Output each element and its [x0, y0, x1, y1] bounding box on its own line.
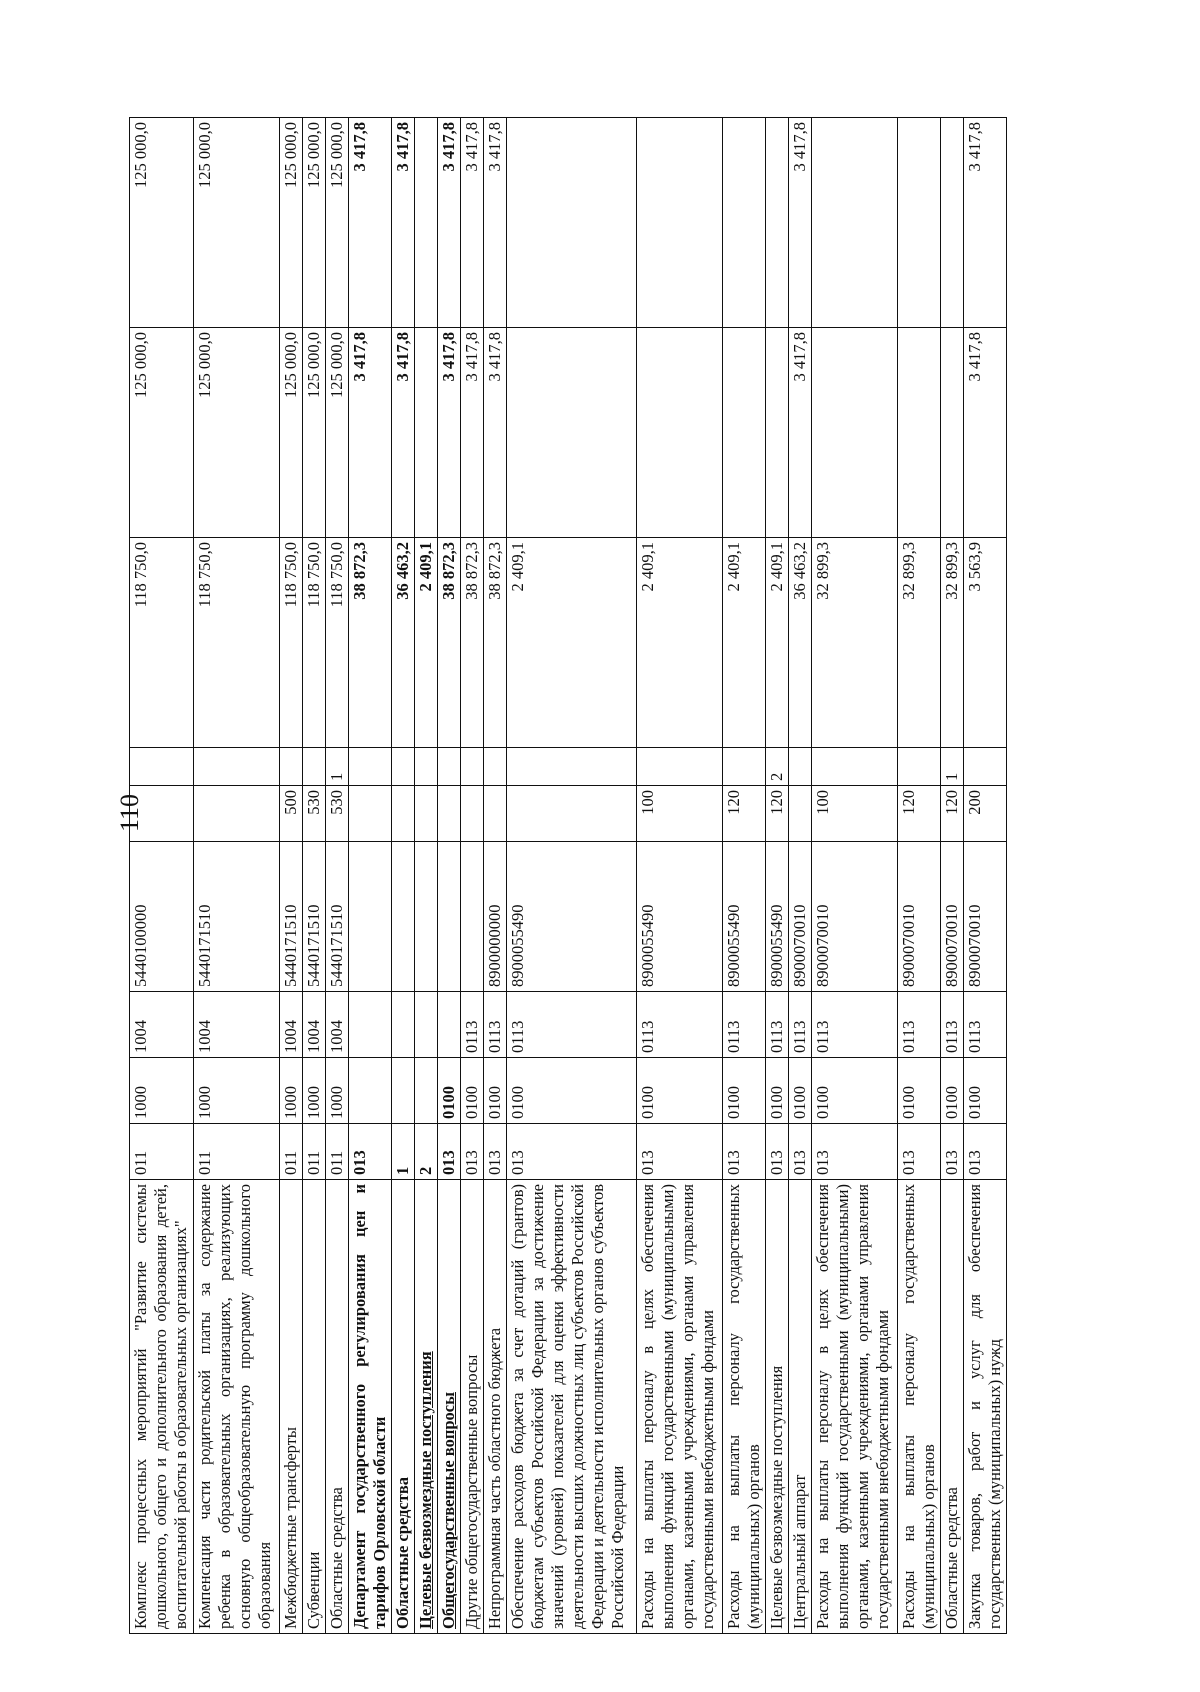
cell-vr: [130, 786, 194, 842]
cell-rz: 0100: [964, 1058, 1007, 1124]
cell-v1: 118 750,0: [303, 538, 326, 748]
cell-grbs: 013: [461, 1124, 484, 1180]
cell-grbs: 013: [438, 1124, 461, 1180]
cell-csr: 5440171510: [194, 842, 280, 992]
cell-vr: [507, 786, 637, 842]
cell-grbs: 013: [723, 1124, 766, 1180]
cell-csr: 8900055490: [766, 842, 789, 992]
cell-extra: [637, 748, 723, 786]
cell-v1: 32 899,3: [941, 538, 964, 748]
cell-rz: 0100: [941, 1058, 964, 1124]
cell-grbs: 013: [812, 1124, 898, 1180]
cell-pr: 0113: [637, 992, 723, 1058]
budget-table: [129, 117, 1007, 1634]
cell-vr: 100: [637, 786, 723, 842]
table-row: [484, 118, 507, 1634]
cell-vr: [194, 786, 280, 842]
cell-name: Центральный аппарат: [789, 1180, 812, 1634]
table-row: [941, 118, 964, 1634]
cell-pr: 0113: [507, 992, 637, 1058]
cell-name: Закупка товаров, работ и услуг для обеспечения государственных (муниципальных) нужд: [964, 1180, 1007, 1634]
cell-v1: 32 899,3: [898, 538, 941, 748]
cell-grbs: 013: [789, 1124, 812, 1180]
cell-rz: 0100: [438, 1058, 461, 1124]
cell-csr: 8900070010: [941, 842, 964, 992]
cell-v1: 36 463,2: [789, 538, 812, 748]
table-body: [130, 118, 1007, 1634]
cell-grbs: 013: [637, 1124, 723, 1180]
cell-pr: 0113: [766, 992, 789, 1058]
cell-v2: 125 000,0: [280, 328, 303, 538]
cell-extra: 2: [766, 748, 789, 786]
cell-v3: 3 417,8: [789, 118, 812, 328]
cell-v1: 36 463,2: [392, 538, 415, 748]
cell-grbs: 013: [349, 1124, 392, 1180]
cell-v1: 118 750,0: [194, 538, 280, 748]
cell-rz: 0100: [898, 1058, 941, 1124]
cell-name: Областные средства: [326, 1180, 349, 1634]
table-row: [303, 118, 326, 1634]
cell-v3: 3 417,8: [392, 118, 415, 328]
cell-csr: 8900070010: [812, 842, 898, 992]
cell-extra: [280, 748, 303, 786]
page-number: 110: [115, 793, 144, 832]
cell-vr: 500: [280, 786, 303, 842]
table-row: [415, 118, 438, 1634]
cell-extra: [789, 748, 812, 786]
cell-v1: 2 409,1: [637, 538, 723, 748]
cell-name: Расходы на выплаты персоналу в целях обеспечения выполнения функций государственными (муниципальными) органами, казенными учреждениями, органами управления государственными внебюджетными фондами: [637, 1180, 723, 1634]
cell-csr: 8900070010: [789, 842, 812, 992]
cell-extra: [392, 748, 415, 786]
table-row: [392, 118, 415, 1634]
cell-pr: 1004: [280, 992, 303, 1058]
cell-name: Межбюджетные трансферты: [280, 1180, 303, 1634]
table-row: [326, 118, 349, 1634]
cell-vr: 530: [303, 786, 326, 842]
cell-csr: 5440171510: [303, 842, 326, 992]
cell-v2: [766, 328, 789, 538]
cell-v3: [812, 118, 898, 328]
cell-v1: 2 409,1: [723, 538, 766, 748]
cell-v2: 125 000,0: [303, 328, 326, 538]
cell-v3: 3 417,8: [349, 118, 392, 328]
cell-v3: 125 000,0: [194, 118, 280, 328]
cell-extra: 1: [941, 748, 964, 786]
cell-extra: [461, 748, 484, 786]
cell-vr: 120: [766, 786, 789, 842]
cell-v2: 3 417,8: [484, 328, 507, 538]
cell-csr: [392, 842, 415, 992]
cell-v3: [415, 118, 438, 328]
cell-vr: [415, 786, 438, 842]
cell-extra: [484, 748, 507, 786]
cell-name: Субвенции: [303, 1180, 326, 1634]
cell-name: Областные средства: [392, 1180, 415, 1634]
table-row: [898, 118, 941, 1634]
cell-csr: 8900055490: [723, 842, 766, 992]
cell-v1: 38 872,3: [438, 538, 461, 748]
cell-v3: 3 417,8: [438, 118, 461, 328]
cell-csr: 5440171510: [326, 842, 349, 992]
cell-grbs: 013: [964, 1124, 1007, 1180]
table-row: [964, 118, 1007, 1634]
cell-pr: 0113: [964, 992, 1007, 1058]
cell-grbs: 011: [280, 1124, 303, 1180]
cell-extra: [812, 748, 898, 786]
cell-v3: [507, 118, 637, 328]
cell-pr: 0113: [723, 992, 766, 1058]
cell-v2: 125 000,0: [326, 328, 349, 538]
table-row: [789, 118, 812, 1634]
cell-name: Общегосударственные вопросы: [438, 1180, 461, 1634]
cell-vr: 120: [941, 786, 964, 842]
cell-name: Комплекс процессных мероприятий "Развитие системы дошкольного, общего и дополнительного образования детей, воспитательной работы в образовательных организациях": [130, 1180, 194, 1634]
table-row: [812, 118, 898, 1634]
cell-vr: 200: [964, 786, 1007, 842]
cell-extra: [415, 748, 438, 786]
cell-v3: [766, 118, 789, 328]
cell-v3: 125 000,0: [326, 118, 349, 328]
cell-v1: 2 409,1: [766, 538, 789, 748]
cell-name: Областные средства: [941, 1180, 964, 1634]
cell-rz: 1000: [194, 1058, 280, 1124]
cell-pr: [349, 992, 392, 1058]
cell-pr: 1004: [326, 992, 349, 1058]
cell-grbs: 011: [130, 1124, 194, 1180]
cell-v3: 125 000,0: [303, 118, 326, 328]
cell-v3: 125 000,0: [130, 118, 194, 328]
cell-name: Расходы на выплаты персоналу государственных (муниципальных) органов: [723, 1180, 766, 1634]
cell-name: Непрограммная часть областного бюджета: [484, 1180, 507, 1634]
cell-rz: 1000: [326, 1058, 349, 1124]
cell-vr: 100: [812, 786, 898, 842]
cell-v3: [723, 118, 766, 328]
cell-csr: 5440171510: [280, 842, 303, 992]
cell-pr: 0113: [484, 992, 507, 1058]
cell-csr: 8900070010: [898, 842, 941, 992]
cell-v1: 118 750,0: [326, 538, 349, 748]
table-row: [723, 118, 766, 1634]
cell-rz: 0100: [507, 1058, 637, 1124]
cell-v2: 3 417,8: [461, 328, 484, 538]
table-row: [194, 118, 280, 1634]
cell-csr: [349, 842, 392, 992]
cell-v2: 3 417,8: [349, 328, 392, 538]
cell-v2: 3 417,8: [789, 328, 812, 538]
cell-v3: 125 000,0: [280, 118, 303, 328]
cell-csr: 8900000000: [484, 842, 507, 992]
cell-grbs: 013: [484, 1124, 507, 1180]
cell-grbs: 2: [415, 1124, 438, 1180]
cell-v2: [637, 328, 723, 538]
cell-rz: 0100: [723, 1058, 766, 1124]
cell-rz: 0100: [789, 1058, 812, 1124]
cell-pr: [392, 992, 415, 1058]
cell-name: Обеспечение расходов бюджета за счет дотаций (грантов) бюджетам субъектов Российской Федерации за достижение значений (уровней) показателей для оценки эффективности деятельности высших должностных лиц субъектов Российской Федерации и деятельности исполнительных органов субъектов Российской Федерации: [507, 1180, 637, 1634]
cell-vr: [789, 786, 812, 842]
cell-grbs: 1: [392, 1124, 415, 1180]
cell-pr: 0113: [898, 992, 941, 1058]
cell-grbs: 013: [507, 1124, 637, 1180]
cell-rz: 0100: [484, 1058, 507, 1124]
cell-v3: 3 417,8: [484, 118, 507, 328]
cell-vr: 120: [723, 786, 766, 842]
cell-pr: 0113: [812, 992, 898, 1058]
cell-extra: 1: [326, 748, 349, 786]
cell-pr: [438, 992, 461, 1058]
cell-extra: [194, 748, 280, 786]
cell-v3: [637, 118, 723, 328]
cell-vr: [438, 786, 461, 842]
cell-vr: [349, 786, 392, 842]
cell-v2: [812, 328, 898, 538]
cell-rz: 1000: [280, 1058, 303, 1124]
table-row: [766, 118, 789, 1634]
cell-vr: [484, 786, 507, 842]
cell-pr: 1004: [303, 992, 326, 1058]
cell-name: Департамент государственного регулирования цен и тарифов Орловской области: [349, 1180, 392, 1634]
cell-v1: 32 899,3: [812, 538, 898, 748]
cell-v2: 3 417,8: [438, 328, 461, 538]
cell-vr: [392, 786, 415, 842]
cell-name: Расходы на выплаты персоналу государственных (муниципальных) органов: [898, 1180, 941, 1634]
cell-rz: 0100: [637, 1058, 723, 1124]
cell-grbs: 013: [941, 1124, 964, 1180]
cell-v1: 118 750,0: [130, 538, 194, 748]
cell-name: Целевые безвозмездные поступления: [415, 1180, 438, 1634]
cell-extra: [438, 748, 461, 786]
cell-vr: 530: [326, 786, 349, 842]
cell-rz: 1000: [130, 1058, 194, 1124]
cell-extra: [964, 748, 1007, 786]
cell-v2: 3 417,8: [964, 328, 1007, 538]
cell-v2: 125 000,0: [130, 328, 194, 538]
table-row: [507, 118, 637, 1634]
cell-rz: 0100: [812, 1058, 898, 1124]
cell-v1: 38 872,3: [349, 538, 392, 748]
table-row: [461, 118, 484, 1634]
cell-csr: [461, 842, 484, 992]
cell-rz: [415, 1058, 438, 1124]
cell-v2: [507, 328, 637, 538]
cell-pr: 0113: [789, 992, 812, 1058]
cell-extra: [898, 748, 941, 786]
table-row: [130, 118, 194, 1634]
cell-vr: 120: [898, 786, 941, 842]
cell-grbs: 013: [898, 1124, 941, 1180]
cell-extra: [723, 748, 766, 786]
cell-grbs: 011: [194, 1124, 280, 1180]
cell-v2: 3 417,8: [392, 328, 415, 538]
cell-v1: 38 872,3: [484, 538, 507, 748]
cell-v2: 125 000,0: [194, 328, 280, 538]
cell-rz: 1000: [303, 1058, 326, 1124]
table-row: [637, 118, 723, 1634]
cell-pr: 1004: [130, 992, 194, 1058]
cell-extra: [130, 748, 194, 786]
cell-grbs: 011: [303, 1124, 326, 1180]
cell-pr: [415, 992, 438, 1058]
cell-v1: 2 409,1: [507, 538, 637, 748]
cell-rz: 0100: [766, 1058, 789, 1124]
cell-v3: [898, 118, 941, 328]
table-row: [438, 118, 461, 1634]
cell-name: Целевые безвозмездные поступления: [766, 1180, 789, 1634]
table-row: [280, 118, 303, 1634]
cell-v3: 3 417,8: [461, 118, 484, 328]
cell-csr: [438, 842, 461, 992]
cell-v2: [941, 328, 964, 538]
cell-extra: [349, 748, 392, 786]
cell-rz: 0100: [461, 1058, 484, 1124]
cell-grbs: 013: [766, 1124, 789, 1180]
table-row: [349, 118, 392, 1634]
cell-v3: 3 417,8: [964, 118, 1007, 328]
cell-extra: [507, 748, 637, 786]
cell-extra: [303, 748, 326, 786]
cell-v1: 118 750,0: [280, 538, 303, 748]
cell-pr: 1004: [194, 992, 280, 1058]
cell-pr: 0113: [941, 992, 964, 1058]
cell-name: Расходы на выплаты персоналу в целях обеспечения выполнения функций государственными (муниципальными) органами, казенными учреждениями, органами управления государственными внебюджетными фондами: [812, 1180, 898, 1634]
cell-csr: [415, 842, 438, 992]
cell-csr: 5440100000: [130, 842, 194, 992]
cell-grbs: 011: [326, 1124, 349, 1180]
cell-csr: 8900055490: [637, 842, 723, 992]
cell-v2: [723, 328, 766, 538]
cell-v3: [941, 118, 964, 328]
cell-csr: 8900070010: [964, 842, 1007, 992]
cell-v2: [415, 328, 438, 538]
rotated-table-wrapper: [129, 118, 1077, 1634]
cell-v1: 2 409,1: [415, 538, 438, 748]
cell-csr: 8900055490: [507, 842, 637, 992]
cell-rz: [392, 1058, 415, 1124]
cell-pr: 0113: [461, 992, 484, 1058]
cell-v1: 3 563,9: [964, 538, 1007, 748]
cell-name: Компенсация части родительской платы за содержание ребенка в образовательных организациях, реализующих основную общеобразовательную программу дошкольного образования: [194, 1180, 280, 1634]
cell-v2: [898, 328, 941, 538]
cell-name: Другие общегосударственные вопросы: [461, 1180, 484, 1634]
cell-rz: [349, 1058, 392, 1124]
cell-v1: 38 872,3: [461, 538, 484, 748]
cell-vr: [461, 786, 484, 842]
